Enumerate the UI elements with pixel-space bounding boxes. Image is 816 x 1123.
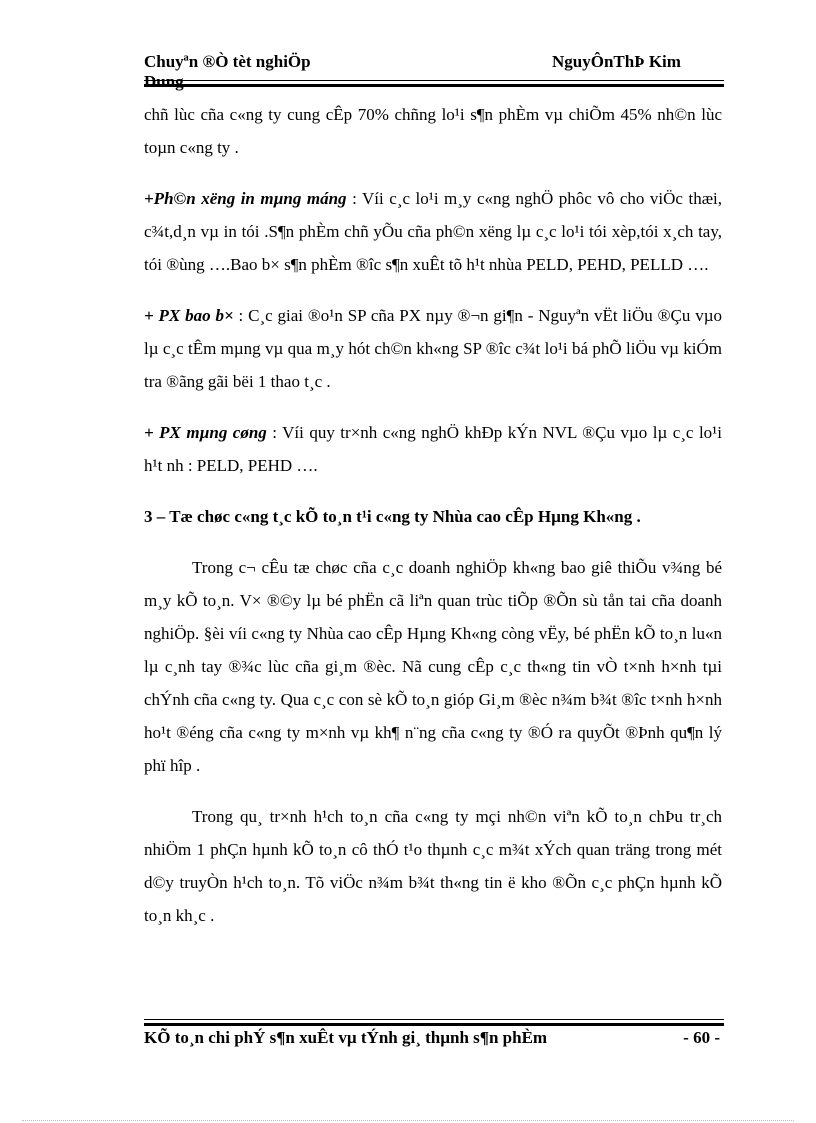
header-author-continuation: Dung	[144, 72, 184, 91]
packaging-workshop-text: : C¸c giai ®o¹n SP cña PX nµy ®¬n gi¶n - Nguyªn vËt liÖu ®Çu vµo lµ c¸c tÊm mµng vµ qua m¸y hót ch©n kh«ng SP ®îc c¾t lo¹i bá phÕ liÖu vµ kiÓm tra ®ãng gãi bëi 1 thao t¸c .	[144, 306, 722, 391]
paragraph-packaging-workshop	[144, 299, 722, 398]
paragraph-intro: chñ lùc cña c«ng ty cung cÊp 70% chñng lo¹i s¶n phÈm vµ chiÕm 45% nh©n lùc toµn c«ng ty .	[144, 105, 722, 157]
printing-workshop-label: +Ph©n xëng in mµng máng	[144, 189, 347, 208]
paragraph-printing-workshop	[144, 182, 722, 281]
paragraph-accounting-structure: Trong c¬ cÊu tæ chøc cña c¸c doanh nghiÖp kh«ng bao giê thiÕu v¾ng bé m¸y kÕ to¸n. V× ®©y lµ bé phËn cã liªn quan trùc tiÕp ®Õn sù tån tai cña doanh nghiÖp. §èi víi c«ng ty Nhùa cao cÊp Hµng Kh«ng còng vËy, bé phËn kÕ to¸n lu«n lµ c¸nh tay ®¾c lùc cña gi¸m ®èc. Nã cung cÊp c¸c th«ng tin vÒ t×nh h×nh tµi chÝnh cña c«ng ty. Qua c¸c con sè kÕ to¸n gióp Gi¸m ®èc n¾m b¾t ®îc t×nh h×nh ho¹t ®éng cña c«ng ty m×nh vµ kh¶ n¨ng cña c«ng ty ®Ó ra quyÕt ®Þnh qu¶n lý phï hîp .	[144, 558, 722, 775]
header-rule-thin	[144, 80, 724, 81]
header-rule-thick	[144, 84, 724, 87]
section-heading: 3 – Tæ chøc c«ng t¸c kÕ to¸n t¹i c«ng ty Nhùa cao cÊp Hµng Kh«ng .	[144, 507, 641, 526]
page-edge-dotted-line	[22, 1120, 794, 1121]
page-body	[144, 98, 722, 932]
printing-workshop-text: : Víi c¸c lo¹i m¸y c«ng nghÖ phôc vô cho viÖc thæi, c¾t,d¸n vµ in tói .S¶n phÈm chñ yÕu cña ph©n xëng lµ c¸c lo¹i tói xèp,tói x¸ch tay, tói ®ùng ….Bao b× s¶n phÈm ®îc s¶n xuÊt tõ h¹t nhùa PELD, PEHD, PELLD ….	[144, 189, 723, 274]
rigid-film-workshop-text: : Víi quy tr×nh c«ng nghÖ khÐp kÝn NVL ®Çu vµo lµ c¸c lo¹i h¹t nh : PELD, PEHD ….	[144, 423, 722, 475]
header-title: Chuyªn ®Ò tèt nghiÖp	[144, 52, 311, 71]
footer-rule-thin	[144, 1019, 724, 1020]
paragraph-accounting-process: Trong qu¸ tr×nh h¹ch to¸n cña c«ng ty mçi nh©n viªn kÕ to¸n chÞu tr¸ch nhiÖm 1 phÇn hµnh kÕ to¸n cô thÓ t¹o thµnh c¸c m¾t xÝch quan träng trong mét d©y truyÒn h¹ch to¸n. Tõ viÖc n¾m b¾t th«ng tin ë kho ®Õn c¸c phÇn hµnh kÕ to¸n kh¸c .	[144, 807, 722, 925]
packaging-workshop-label: + PX bao b×	[144, 306, 234, 325]
footer-title: KÕ to¸n chi phÝ s¶n xuÊt vµ tÝnh gi¸ thµnh s¶n phÈm	[144, 1028, 548, 1047]
page-number: - 60 -	[683, 1028, 720, 1047]
rigid-film-workshop-label: + PX mµng cøng	[144, 423, 267, 442]
paragraph-rigid-film-workshop	[144, 416, 722, 482]
header-author: NguyÔnThÞ Kim	[552, 52, 681, 71]
footer-rule-thick	[144, 1023, 724, 1026]
